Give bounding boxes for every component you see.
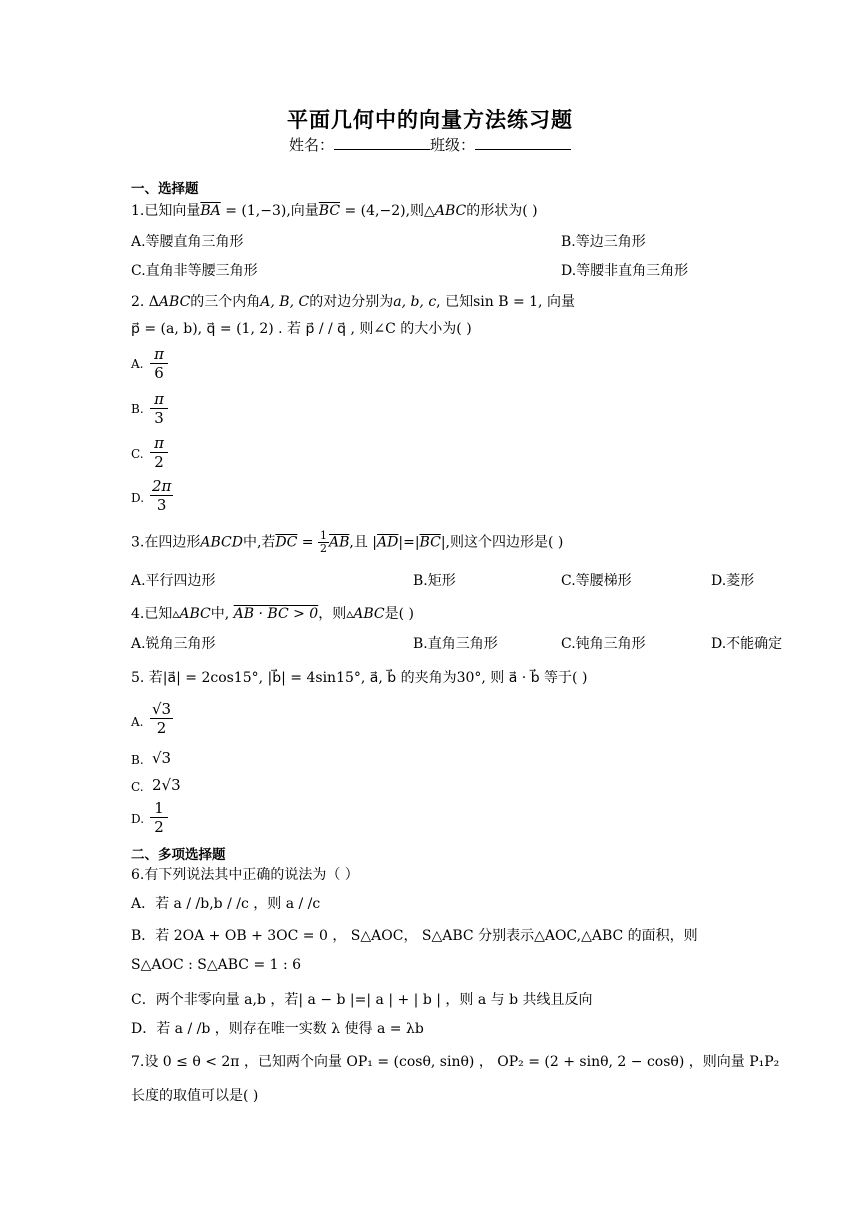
- q5-option-d-numerator: 1: [150, 799, 168, 818]
- q1-option-b[interactable]: B.等边三角形: [561, 234, 646, 250]
- q2-option-b-label[interactable]: B.: [131, 402, 144, 416]
- q3-option-c[interactable]: C.等腰梯形: [561, 573, 632, 589]
- q1-text: ,向量: [286, 203, 319, 219]
- question-5-stem: 5. 若|a⃗| = 2cos15°, |b⃗| = 4sin15°, a⃗, b⃗ 的夹角为30°, 则 a⃗ · b⃗ 等于( ): [131, 670, 588, 686]
- q5-option-b-label[interactable]: B.: [131, 753, 144, 767]
- q3-text: 中,若: [242, 534, 276, 551]
- q3-half-fraction: [318, 530, 329, 555]
- q1-value-bc: = (4,−2): [340, 203, 406, 219]
- q3-quadrilateral: ABCD: [200, 534, 243, 551]
- q1-text: ,则△: [405, 203, 435, 219]
- question-3-stem: [131, 530, 563, 555]
- q1-vector-bc: $\overline{BC}$: [318, 203, 341, 219]
- q4-text: 是( ): [384, 606, 414, 622]
- q3-text: |,则这个四边形是( ): [440, 534, 564, 551]
- q2-triangle: ABC: [158, 294, 191, 310]
- q3-equals: =: [297, 534, 318, 551]
- q2-text: 2. Δ: [131, 294, 159, 310]
- q2-option-a-numerator: π: [150, 345, 168, 364]
- page-title: 平面几何中的向量方法练习题: [287, 107, 573, 132]
- q2-condition: sin B = 1: [473, 294, 539, 310]
- question-1-options-row-2: [131, 260, 689, 280]
- q2-text: , 已知: [436, 294, 474, 310]
- q5-option-d-label[interactable]: D.: [131, 812, 145, 826]
- class-label: 班级：: [430, 136, 476, 154]
- section-heading-multiple-choice: 二、多项选择题: [131, 847, 226, 863]
- class-blank[interactable]: [475, 135, 571, 150]
- section-heading-single-choice: 一、选择题: [131, 181, 199, 197]
- q2-angles: A, B, C: [260, 294, 310, 310]
- q3-option-a[interactable]: A.平行四边形: [131, 573, 216, 589]
- q2-option-b-numerator: π: [150, 390, 168, 409]
- q5-option-c-label[interactable]: C.: [131, 780, 144, 794]
- q3-vector-dc: $\overline{DC}$: [275, 534, 298, 551]
- q5-option-a-denominator: 2: [156, 719, 167, 737]
- q2-text: , 向量: [538, 294, 575, 310]
- question-2-stem-line-1: [131, 291, 575, 311]
- question-3-options: [131, 570, 755, 590]
- q6-option-a[interactable]: A．若 a / /b,b / /c ，则 a / /c: [131, 896, 321, 912]
- q4-text: ，则▵: [318, 606, 354, 622]
- q1-option-a[interactable]: A.等腰直角三角形: [131, 234, 244, 250]
- question-6-stem: 6.有下列说法其中正确的说法为（ ）: [131, 867, 359, 883]
- question-2-stem-line-2: p⃗ = (a, b), q⃗ = (1, 2) . 若 p⃗ / / q⃗ , 则∠C 的大小为( ): [131, 321, 472, 337]
- q3-vector-ab: $\overline{AB}$: [329, 534, 350, 551]
- q2-option-c-label[interactable]: C.: [131, 447, 144, 461]
- q6-option-d[interactable]: D．若 a / /b ，则存在唯一实数 λ 使得 a = λb: [131, 1021, 424, 1037]
- q5-option-d-denominator: 2: [154, 818, 164, 836]
- name-class-line: [0, 134, 860, 155]
- question-7-stem-line-1: 7.设 0 ≤ θ < 2π ，已知两个向量 OP₁ = (cosθ, sinθ) ， OP₂ = (2 + sinθ, 2 − cosθ) ，则向量 P₁P₂: [131, 1054, 780, 1070]
- q4-expression: AB · BC > 0: [233, 606, 319, 622]
- q5-option-a-value[interactable]: [150, 700, 173, 737]
- q6-option-b-continued: S△AOC : S△ABC = 1 : 6: [131, 957, 302, 973]
- name-blank[interactable]: [334, 135, 430, 150]
- q2-option-a-denominator: 6: [154, 364, 164, 382]
- q4-option-d[interactable]: D.不能确定: [711, 636, 783, 652]
- q2-option-d-numerator: 2π: [152, 477, 172, 495]
- q2-option-c-numerator: π: [150, 434, 168, 453]
- q6-option-b[interactable]: B．若 2OA + OB + 3OC = 0 ， S△AOC， S△ABC 分别表示△AOC,△ABC 的面积，则: [131, 928, 698, 944]
- q2-text: 的三个内角: [190, 294, 261, 310]
- q4-text: 中,: [210, 606, 234, 622]
- q4-option-b[interactable]: B.直角三角形: [413, 636, 498, 652]
- q2-option-c-denominator: 2: [154, 453, 164, 471]
- q2-text: 的对边分别为: [309, 294, 394, 310]
- q3-vector-ad: $\overline{AD}$: [377, 534, 399, 551]
- q1-text: 的形状为( ): [466, 203, 538, 219]
- q5-option-d-value[interactable]: [150, 799, 168, 836]
- q3-vector-bc: $\overline{BC}$: [419, 534, 441, 551]
- q5-option-b-value[interactable]: √3: [152, 749, 172, 767]
- q3-half-denominator: 2: [320, 542, 327, 556]
- q3-text: ,且 |: [349, 534, 378, 551]
- question-4-stem: [131, 603, 414, 623]
- q5-option-c-value[interactable]: 2√3: [152, 776, 181, 794]
- q3-option-d[interactable]: D.菱形: [711, 573, 755, 589]
- q6-option-c[interactable]: C．两个非零向量 a,b ，若| a − b |=| a | + | b | ，则 a 与 b 共线且反向: [131, 992, 593, 1008]
- q4-option-a[interactable]: A.锐角三角形: [131, 636, 216, 652]
- q2-option-a-label[interactable]: A.: [131, 357, 144, 371]
- q2-option-b-value[interactable]: [150, 390, 168, 427]
- q2-option-d-label[interactable]: D.: [131, 491, 145, 505]
- name-label: 姓名：: [288, 136, 334, 154]
- q2-option-c-value[interactable]: [150, 434, 168, 471]
- question-1-options-row-1: [131, 231, 646, 251]
- question-4-options: [131, 633, 783, 653]
- q4-option-c[interactable]: C.钝角三角形: [561, 636, 646, 652]
- q2-option-b-denominator: 3: [154, 409, 164, 427]
- q2-sides: a, b, c: [393, 294, 437, 310]
- q5-option-a-numerator: √3: [152, 700, 172, 718]
- question-1-stem: [131, 200, 538, 220]
- q2-option-d-denominator: 3: [156, 496, 167, 514]
- q1-triangle: ABC: [434, 203, 467, 219]
- q5-option-a-label[interactable]: A.: [131, 715, 144, 729]
- q2-option-a-value[interactable]: [150, 345, 168, 382]
- q2-option-d-value[interactable]: [150, 477, 173, 514]
- q1-option-d[interactable]: D.等腰非直角三角形: [561, 263, 689, 279]
- q3-option-b[interactable]: B.矩形: [413, 573, 456, 589]
- question-7-stem-line-2: 长度的取值可以是( ): [131, 1088, 259, 1104]
- q1-value-ba: = (1,−3): [220, 203, 287, 219]
- q1-vector-ba: $\overline{BA}$: [200, 203, 221, 219]
- q4-triangle: ABC: [353, 606, 385, 622]
- q4-triangle: ABC: [179, 606, 211, 622]
- q1-option-c[interactable]: C.直角非等腰三角形: [131, 263, 258, 279]
- q1-text: 1.已知向量: [131, 203, 201, 219]
- q4-text: 4.已知▵: [131, 606, 180, 622]
- q3-text: |=|: [398, 534, 420, 551]
- q3-text: 3.在四边形: [131, 534, 201, 551]
- q3-half-numerator: 1: [320, 529, 327, 542]
